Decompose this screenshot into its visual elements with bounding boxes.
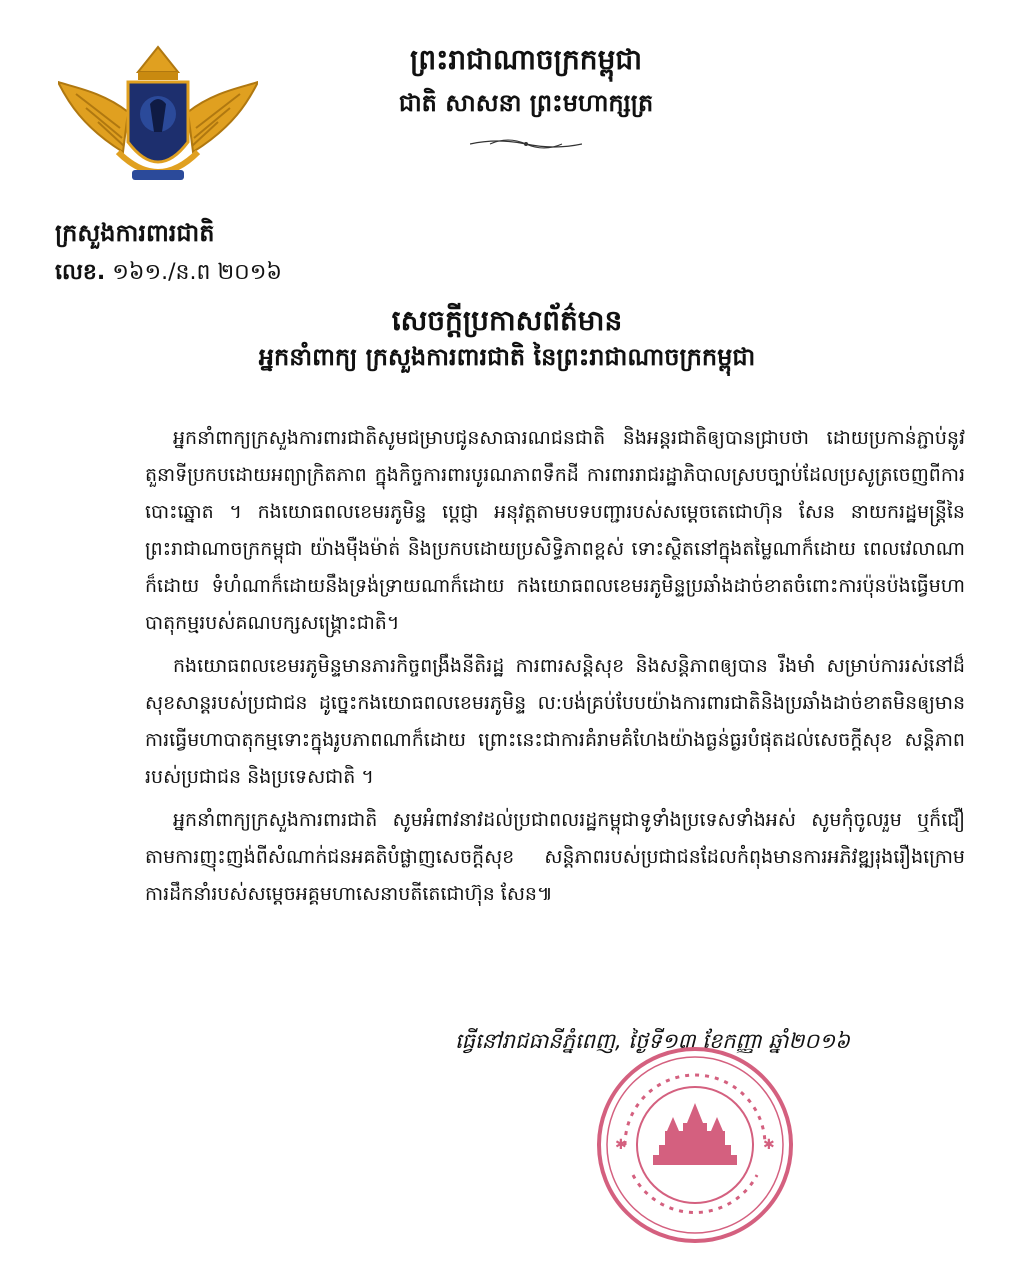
kingdom-name: ព្រះរាជាណាចក្រកម្ពុជា [409,43,642,76]
reference-label: លេខ. [55,260,106,285]
paragraph-3: អ្នកនាំពាក្យក្រសួងការពារជាតិ សូមអំពាវនាវដល់ប្រជាពលរដ្ឋកម្ពុជាទូទាំងប្រទេសទាំងអស់ សូមកុំចូលរួម ឬក៏ជឿតាមការញុះញង់ពីសំណាក់ជនអគតិបំផ្លាញសេចក្តីសុខ សន្តិភាពរបស់ប្រជាជនដែលកំពុងមានការអភិវឌ្ឍរុងរឿងក្រោមការដឹកនាំរបស់សម្តេចអគ្គមហាសេនាបតីតេជោហ៊ុន សែន៕ [145,809,965,905]
document-body [145,420,965,919]
national-motto: ជាតិ សាសនា ព្រះមហាក្សត្រ [398,89,654,117]
paragraph-1: អ្នកនាំពាក្យក្រសួងការពារជាតិសូមជម្រាបជូនសាធារណជនជាតិ និងអន្តរជាតិឲ្យបានជ្រាបថា ដោយប្រកាន់ភ្ជាប់នូវតួនាទីប្រកបដោយអព្យាក្រិតភាព ក្នុងកិច្ចការពារបូរណភាពទឹកដី ការពាររាជរដ្ឋាភិបាលស្របច្បាប់ដែលប្រសូត្រចេញពីការបោះឆ្នោត ។ កងយោធពលខេមរភូមិន្ទ ប្តេជ្ញា អនុវត្តតាមបទបញ្ជារបស់សម្តេចតេជោហ៊ុន សែន នាយករដ្ឋមន្ត្រីនៃព្រះរាជាណាចក្រកម្ពុជា យ៉ាងម៉ឺងម៉ាត់ និងប្រកបដោយប្រសិទ្ធិភាពខ្ពស់ ទោះស្ថិតនៅក្នុងតម្លៃណាក៏ដោយ ពេលវេលាណាក៏ដោយ ទំហំណាក៏ដោយនឹងទ្រង់ទ្រាយណាក៏ដោយ កងយោធពលខេមរភូមិន្ទប្រឆាំងដាច់ខាតចំពោះការប៉ុនប៉ងធ្វើមហាបាតុកម្មរបស់គណបក្សសង្គ្រោះជាតិ។ [145,427,965,634]
ministry-name: ក្រសួងការពារជាតិ [55,219,215,247]
document-title: សេចក្តីប្រកាសព័ត៌មាន [391,304,623,337]
official-seal-stamp [595,1045,795,1245]
divider-ornament [470,134,582,154]
reference-value: ១៦១./ន.ព ២០១៦ [112,260,282,285]
svg-text:✱: ✱ [763,1137,775,1153]
right-wing [188,82,258,152]
crown [138,47,178,72]
angkor-temple-icon [653,1103,737,1165]
left-wing [58,82,128,152]
paragraph-2: កងយោធពលខេមរភូមិន្ទមានភារកិច្ចពង្រឹងនីតិរដ្ឋ ការពារសន្តិសុខ និងសន្តិភាពឲ្យបាន រឹងមាំ សម្រាប់ការរស់នៅដ៏សុខសាន្តរបស់ប្រជាជន ដូច្នេះកងយោធពលខេមរភូមិន្ទ ល:បង់គ្រប់បែបយ៉ាងការពារជាតិនិងប្រឆាំងដាច់ខាតមិនឲ្យមានការធ្វើមហាបាតុកម្មទោះក្នុងរូបភាពណាក៏ដោយ ព្រោះនេះជាការគំរាមគំហែងយ៉ាងធ្ងន់ធ្ងរបំផុតដល់សេចក្តីសុខ សន្តិភាពរបស់ប្រជាជន និងប្រទេសជាតិ ។ [145,655,965,788]
reference-number [55,258,282,290]
document-subtitle: អ្នកនាំពាក្យ ក្រសួងការពារជាតិ នៃព្រះរាជាណាចក្រកម្ពុជា [258,343,756,371]
signoff-place-date: ធ្វើនៅរាជធានីភ្នំពេញ, ថ្ងៃទី១៣ ខែកញ្ញា ឆ្នាំ២០១៦ [455,1029,850,1053]
ministry-emblem [58,42,258,202]
svg-text:✱: ✱ [615,1137,627,1153]
